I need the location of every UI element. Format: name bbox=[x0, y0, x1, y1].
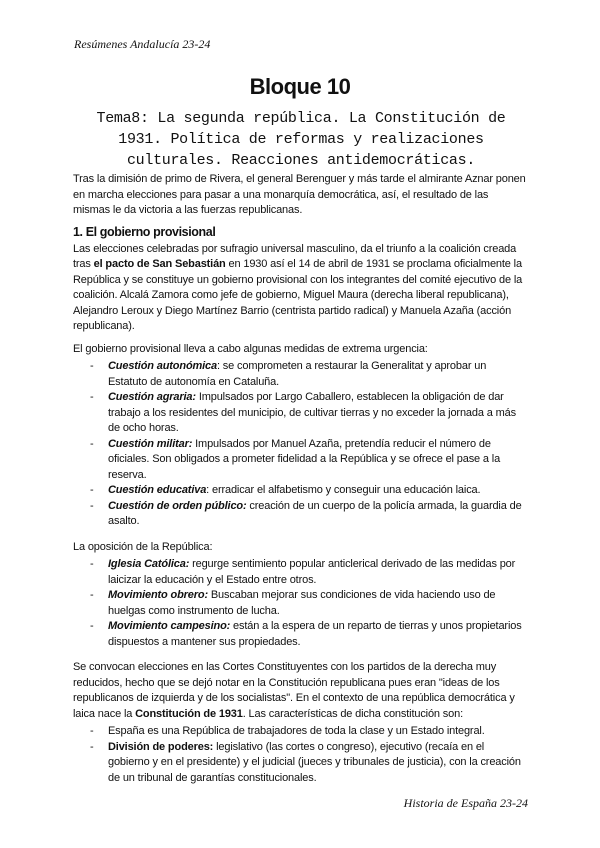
paragraph-provisional-government: Las elecciones celebradas por sufragio universal masculino, da el triunfo a la coalición creada tras el pacto de San Sebastián en 1930 así el 14 de abril de 1931 se proclama oficialmente la República y se constituye un gobierno provisional con los integrantes del comité ejecutivo de la coalición. Alcalá Zamora como jefe de gobierno, Miguel Maura (derecha liberal republicana), Alejandro Leroux y Diego Martínez Barrio (centrista partido radical) y Manuela Azaña (acción republicana). bbox=[73, 242, 523, 332]
list-item: - España es una República de trabajadores de toda la clase y un Estado integral. bbox=[73, 724, 528, 740]
list-item: - Cuestión de orden público: creación de un cuerpo de la policía armada, la guardia de asalto. bbox=[73, 499, 528, 530]
list-item: - Movimiento campesino: están a la espera de un reparto de tierras y unos propietarios dispuestos a mantener sus propiedades. bbox=[73, 619, 528, 650]
list-item: - Iglesia Católica: regurge sentimiento popular anticlerical derivado de las medidas por laicizar la educación y el Estado entre otros. bbox=[73, 557, 528, 588]
page-header: Resúmenes Andalucía 23-24 bbox=[74, 37, 211, 51]
intro-paragraph: Tras la dimisión de primo de Rivera, el general Berenguer y más tarde el almirante Aznar ponen en marcha elecciones para pasar a una monarquía democrática, así, el resultado de las mismas le da victoria a las fuerzas republicanas. bbox=[73, 173, 526, 216]
characteristics-list bbox=[73, 724, 528, 786]
list-item: - Movimiento obrero: Buscaban mejorar sus condiciones de vida haciendo uso de huelgas como instrumento de lucha. bbox=[73, 588, 528, 619]
paragraph-constitution: Se convocan elecciones en las Cortes Constituyentes con los partidos de la derecha muy reducidos, hecho que se dejó notar en la Constitución republicana pues eran "ideas de los republicanos de izquierda y de los socialistas". En el contexto de una república democrática y laica nace la Constitución de 1931. Las características de dicha constitución son: bbox=[73, 661, 515, 720]
document-body bbox=[73, 172, 528, 786]
list-item: - Cuestión agraria: Impulsados por Largo Caballero, establecen la obligación de dar trabajo a los residentes del municipio, de cultivar tierras y no exceder la jornada a más de ocho horas. bbox=[73, 390, 528, 437]
section-heading: 1. El gobierno provisional bbox=[73, 224, 216, 239]
page-subtitle: Tema8: La segunda república. La Constitución de 1931. Política de reformas y realizaciones culturales. Reacciones antidemocráticas. bbox=[96, 110, 506, 169]
list-item: - División de poderes: legislativo (las cortes o congreso), ejecutivo (recaía en el gobierno y en el presidente) y el judicial (jueces y tribunales de justicia), con la creación de un tribunal de garantías constitucionales. bbox=[73, 740, 528, 787]
list-item: - Cuestión militar: Impulsados por Manuel Azaña, pretendía reducir el número de oficiales. Son obligados a prometer fidelidad a la República y se ofrece el pase a la reserva. bbox=[73, 437, 528, 484]
paragraph-opposition-intro: La oposición de la República: bbox=[73, 540, 213, 553]
list-item: - Cuestión autonómica: se comprometen a restaurar la Generalitat y aprobar un Estatuto de autonomía en Cataluña. bbox=[73, 359, 528, 390]
measures-list bbox=[73, 359, 528, 530]
bold-term: el pacto de San Sebastián bbox=[93, 258, 226, 270]
page-title: Bloque 10 bbox=[249, 74, 351, 99]
paragraph-measures-intro: El gobierno provisional lleva a cabo algunas medidas de extrema urgencia: bbox=[73, 342, 428, 355]
opposition-list bbox=[73, 557, 528, 650]
bold-term: Constitución de 1931 bbox=[135, 707, 243, 720]
list-item: - Cuestión educativa: erradicar el alfabetismo y conseguir una educación laica. bbox=[73, 483, 528, 499]
page-footer: Historia de España 23-24 bbox=[403, 796, 528, 810]
